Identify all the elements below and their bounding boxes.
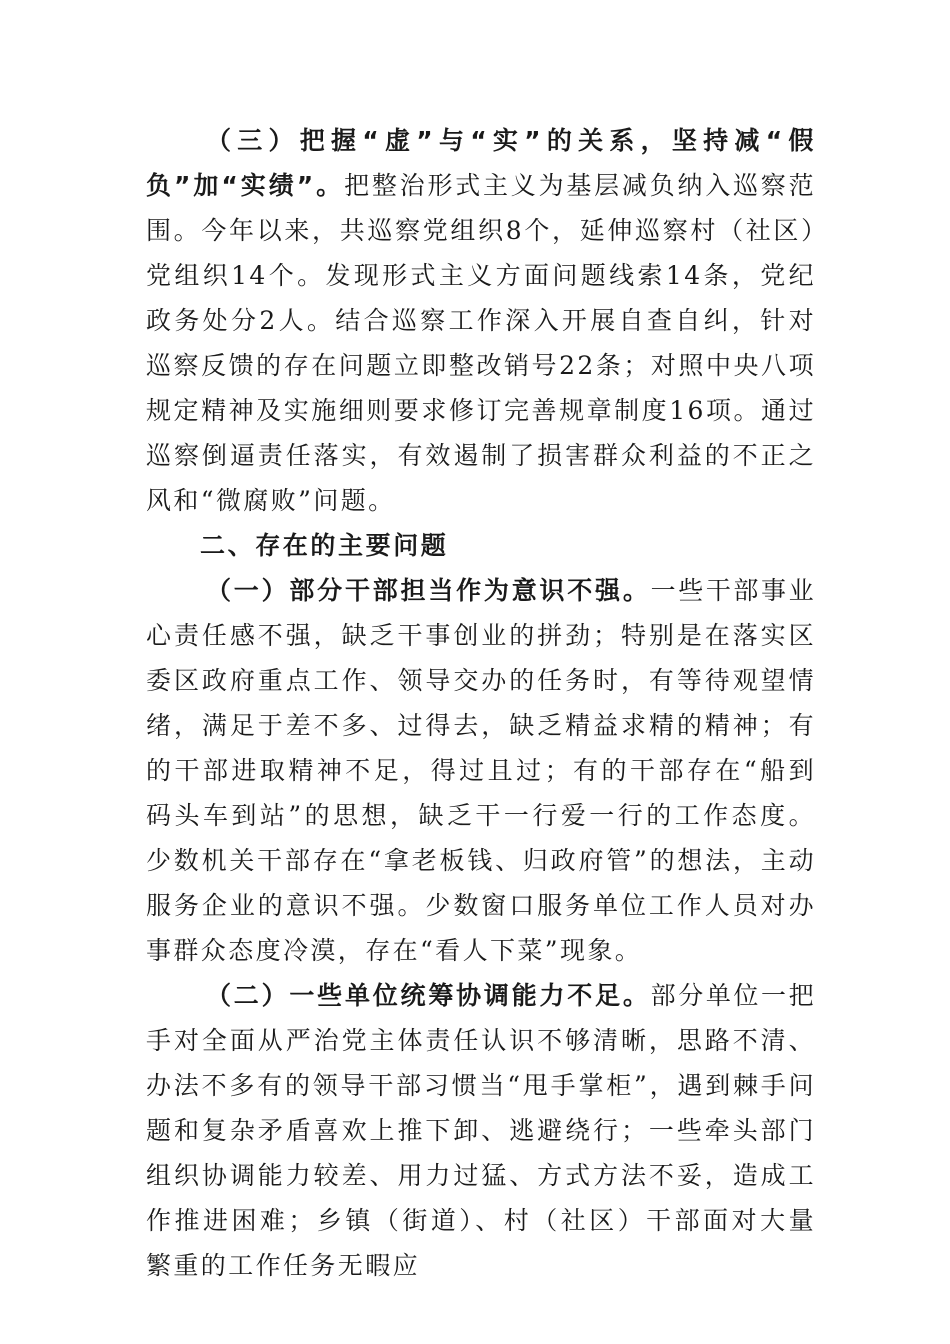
- paragraph-3: [146, 973, 816, 1288]
- paragraph-2-body: 一些干部事业心责任感不强，缺乏干事创业的拼劲；特别是在落实区委区政府重点工作、领导交办的任务时，有等待观望情绪，满足于差不多、过得去，缺乏精益求精的精神；有的干部进取精神不足，得过且过；有的干部存在“船到码头车到站”的思想，缺乏干一行爱一行的工作态度。少数机关干部存在“拿老板钱、归政府管”的想法，主动服务企业的意识不强。少数窗口服务单位工作人员对办事群众态度冷漠，存在“看人下菜”现象。: [146, 576, 816, 965]
- paragraph-2: [146, 568, 816, 973]
- paragraph-1-body: 把整治形式主义为基层减负纳入巡察范围。今年以来，共巡察党组织8个，延伸巡察村（社区）党组织14个。发现形式主义方面问题线索14条，党纪政务处分2人。结合巡察工作深入开展自查自纠，针对巡察反馈的存在问题立即整改销号22条；对照中央八项规定精神及实施细则要求修订完善规章制度16项。通过巡察倒逼责任落实，有效遏制了损害群众利益的不正之风和“微腐败”问题。: [146, 171, 816, 515]
- paragraph-1: [146, 118, 816, 523]
- paragraph-3-lead: （二）一些单位统筹协调能力不足。: [206, 981, 651, 1010]
- paragraph-1-lead: （三）把握“虚”与“实”的关系，坚持减“假负”加“实绩”。: [146, 126, 816, 200]
- paragraph-3-body: 部分单位一把手对全面从严治党主体责任认识不够清晰，思路不清、办法不多有的领导干部习惯当“甩手掌柜”，遇到棘手问题和复杂矛盾喜欢上推下卸、逃避绕行；一些牵头部门组织协调能力较差、用力过猛、方式方法不妥，造成工作推进困难；乡镇（街道）、村（社区）干部面对大量繁重的工作任务无暇应: [146, 981, 816, 1280]
- section-heading-2: 二、存在的主要问题: [200, 531, 449, 560]
- document-body: [146, 118, 816, 1288]
- paragraph-2-lead: （一）部分干部担当作为意识不强。: [206, 576, 651, 605]
